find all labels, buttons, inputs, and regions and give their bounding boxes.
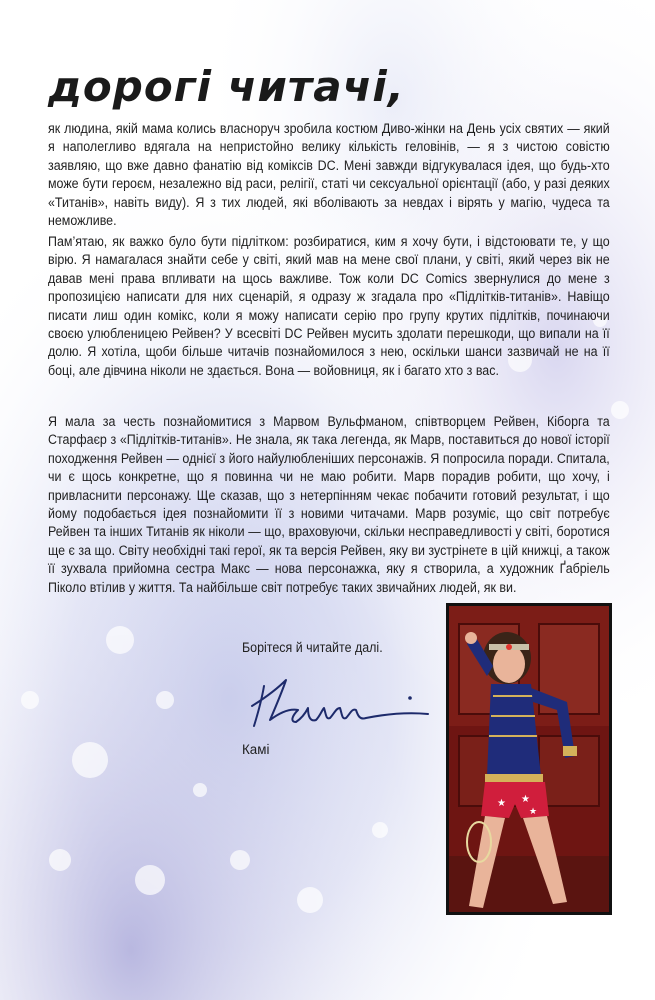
svg-text:★: ★	[497, 798, 506, 809]
closing-line: Борітеся й читайте далі.	[242, 640, 383, 655]
paragraph-3: Я мала за честь познайомитися з Марвом Вульфманом, співтворцем Рейвен, Кіборга та Старфаєр з «Підлітків-титанів». Не знала, як така легенда, як Марв, поставиться до нової історії походження Рейвен — однієї з його найулюбленіших персонажів. Я попросила поради. Спитала, чи є щось конкретне, що я повинна чи не маю робити. Марв порадив робити, що хочу, і привласнити персонажу. Ще сказав, що з нетерпінням чекає побачити готовий результат, і що йому подобається ідея познайомити її з новими читачами. Марв розуміє, що світ потребує Рейвен та інших Титанів як ніколи — що, враховуючи, скільки несправедливості у світі, боротися ще є за що. Світу необхідні такі герої, як та версія Рейвен, яку ви зустрінете в цій книжці, а також її зухвала прийомна сестра Макс — нова персонажка, яку я створила, а художник Ґабріель Піколо втілив у життя. Та найбільше світ потребує таких звичайних людей, як ви.	[48, 414, 610, 595]
svg-text:★: ★	[521, 794, 530, 805]
paragraph-2: Пам’ятаю, як важко було бути підлітком: розбиратися, ким я хочу бути, і відстоювати те, у що вірю. Я намагалася знайти себе у світі, який мав на мене свої плани, у світі, який через вік не давав мені права впливати на щось важливе. Тож коли DC Comics звернулися до мене з пропозицією написати для них сценарій, я одразу ж згадала про «Підлітків-титанів». Навіщо писати лиш один комікс, коли я можу написати серію про групу крутих підлітків, починаючи своєю улюбленицею Рейвен? У всесвіті DC Рейвен мусить здолати перешкоди, що випали на її долю. Я хотіла, щоби більше читачів познайомилося з нею, оскільки шанси зазвичай не на її боці, але дівчина ніколи не здається. Вона — войовниця, як і багато хто з вас.	[48, 234, 610, 378]
signer-name: Камі	[242, 742, 270, 757]
girl-in-costume-photo	[449, 606, 609, 912]
paragraph-1: як людина, якій мама колись власноруч зробила костюм Диво-жінки на День усіх святих — який я наполегливо вдягала на непристойно велику кількість геловінів, — я з чистою совістю заявляю, що вже давно фанатію від коміксів DC. Мені завжди відгукувалася ідея, що будь-хто може бути героєм, незалежно від раси, релігії, статі чи сексуальної орієнтації (або, у разі деяких «Титанів», навіть виду). Я з тих людей, які вболівають за невдах і вірять у магію, чудеса та неможливе.	[48, 121, 610, 229]
page-title: дорогі читачі,	[48, 62, 405, 111]
childhood-photo	[446, 603, 612, 915]
signature	[246, 668, 436, 738]
svg-text:★: ★	[529, 807, 538, 817]
